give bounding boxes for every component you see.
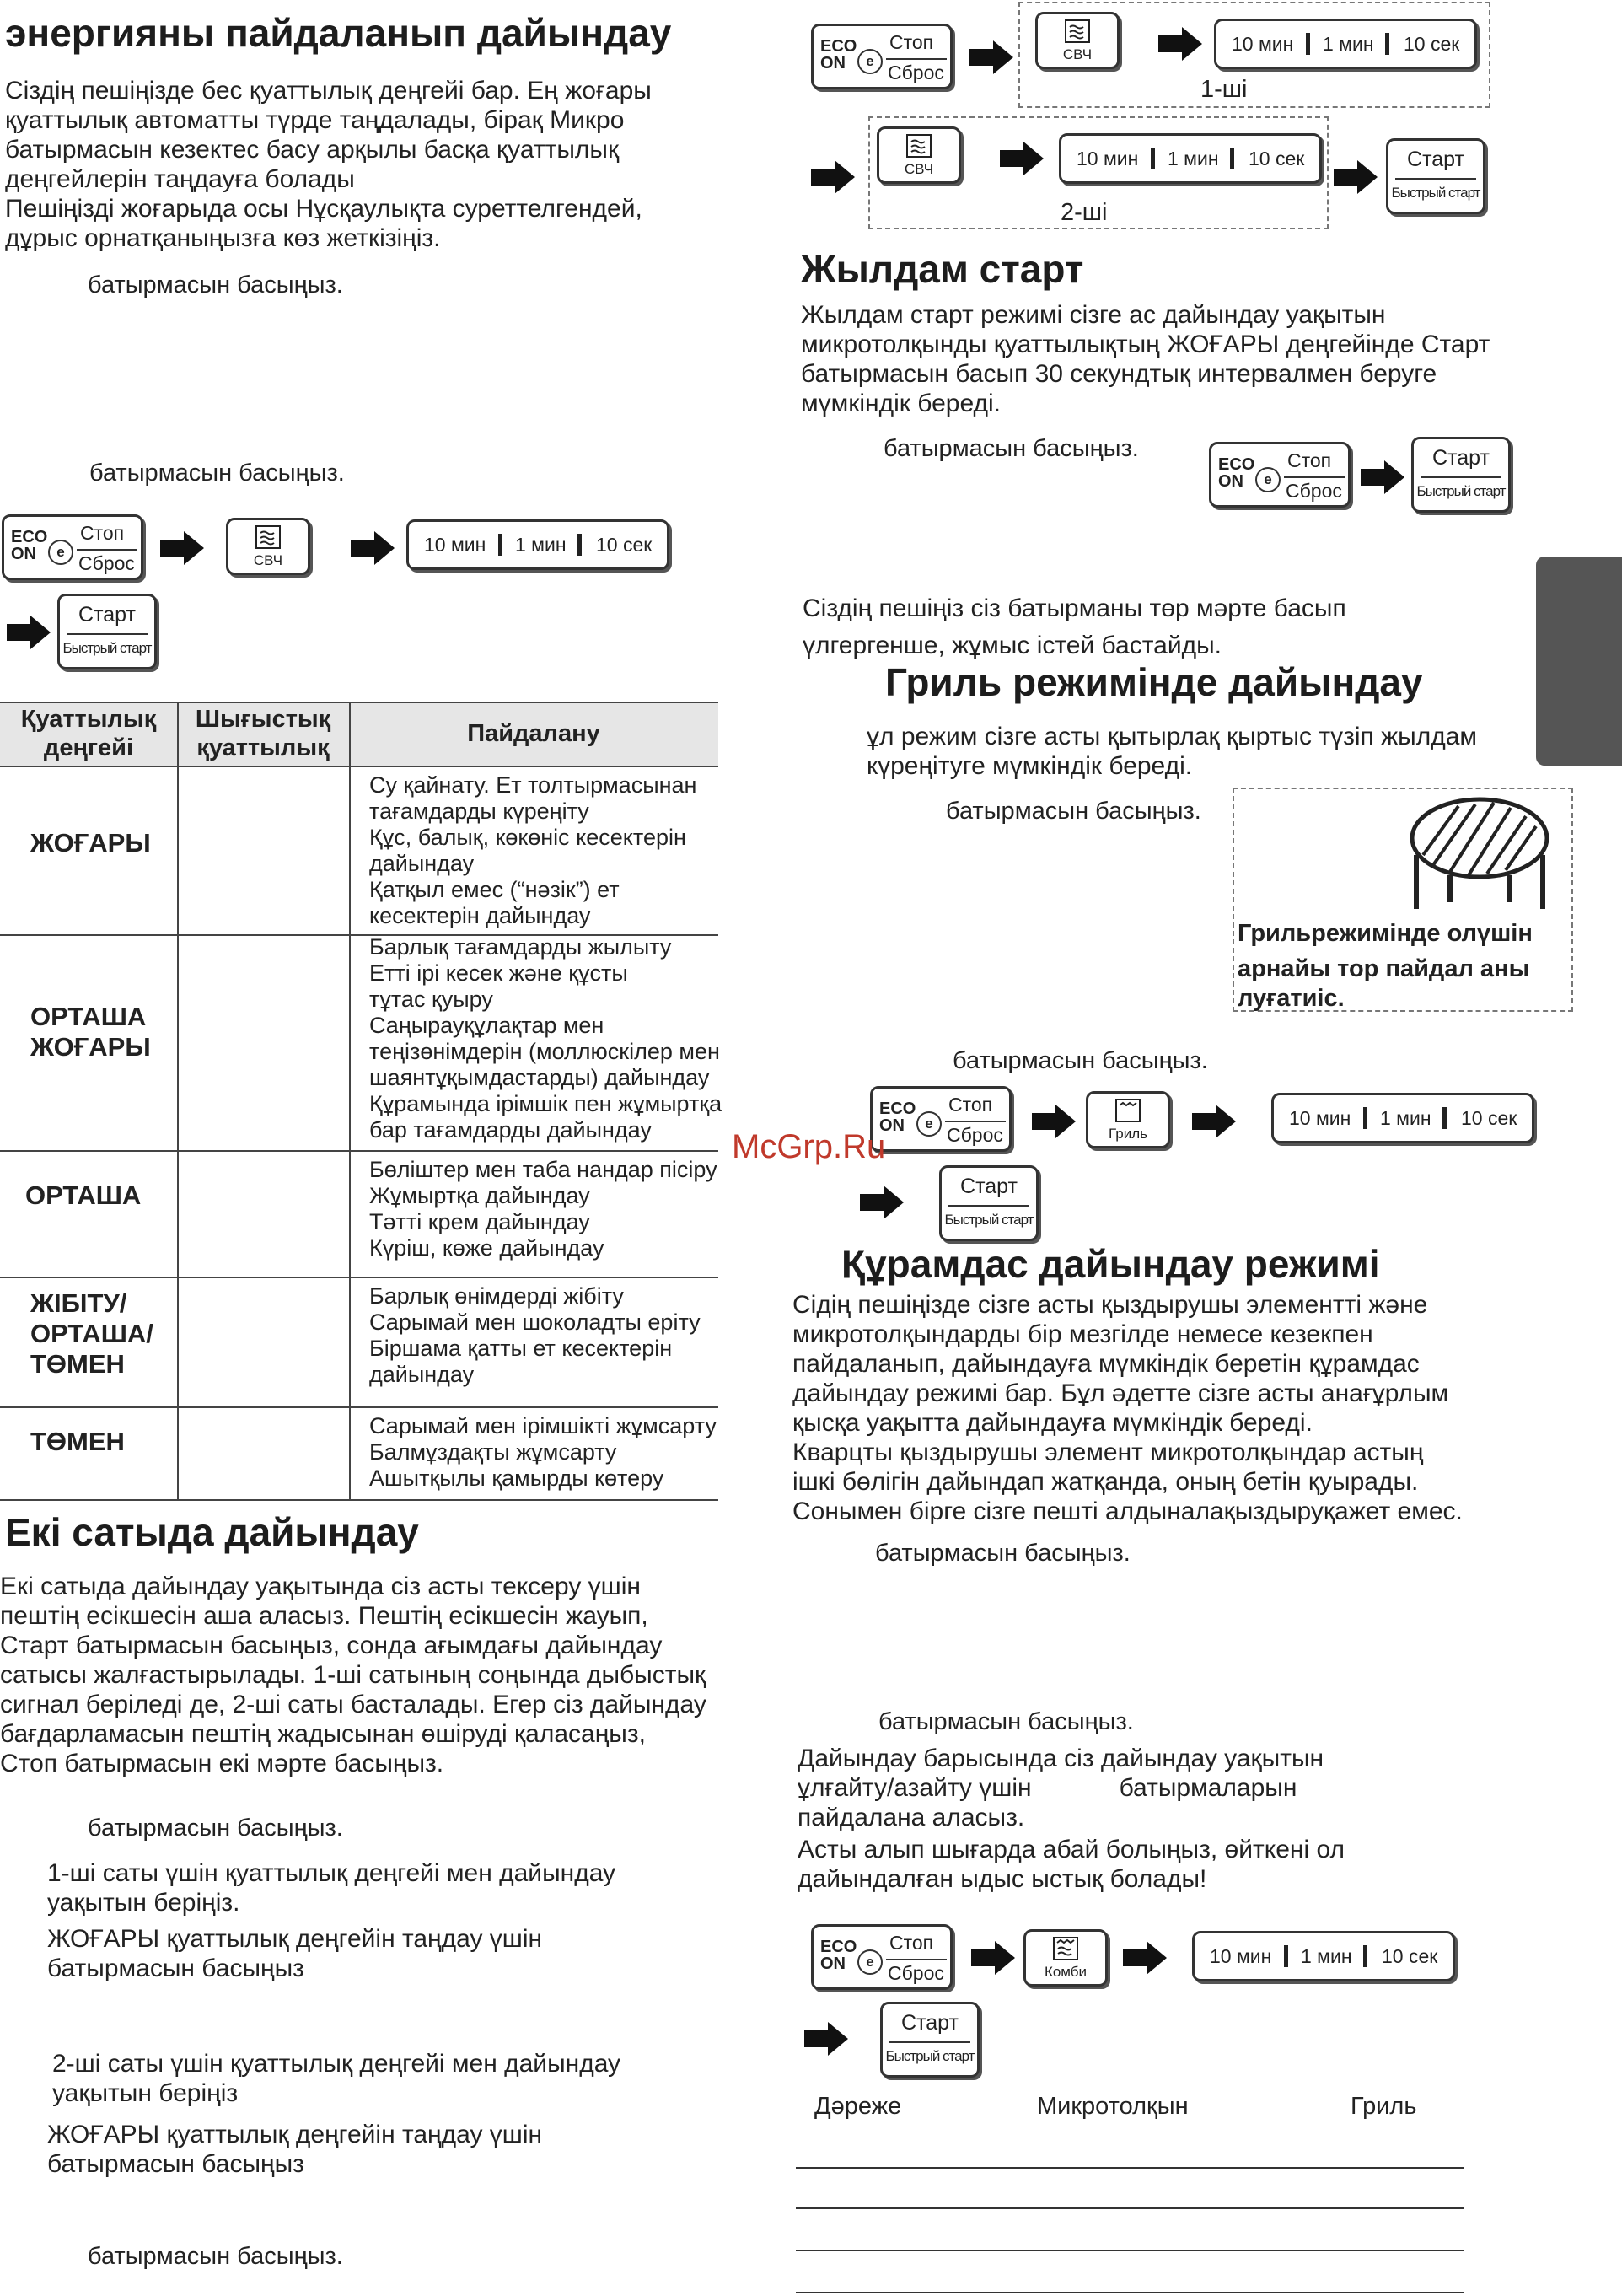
table-row-use: Су қайнату. Ет толтырмасынан тағамдарды күреңіту Құс, балық, көкөніс кесектерін дайындау Қатқыл емес (“нәзік”) ет кесектерін дайындау xyxy=(369,772,697,928)
ten-min-key[interactable]: 10 мин xyxy=(424,534,486,556)
press-instruction: батырмасын басыңыз. xyxy=(884,435,1139,462)
quick-start-text: Жылдам старт режимі сізге ас дайындау уақытын микротолқынды қуаттылықтың ЖОҒАРЫ деңгейінде Старт батырмасын басып 30 секундтық интервалмен беруге мүмкіндік береді. xyxy=(801,301,1490,417)
time-keys[interactable] xyxy=(1214,19,1477,69)
eco-on-label: ECO ON xyxy=(1218,455,1255,491)
eco-leaf-icon: e xyxy=(48,540,73,565)
press-instruction: батырмасын басыңыз. xyxy=(88,272,343,298)
grill-text: ұл режим сізге асты қытырлақ қыртыс түзіп жылдам күреңітуге мүмкіндік береді. xyxy=(867,723,1478,780)
start-key[interactable] xyxy=(880,2002,980,2078)
table-row-use: Сарымай мен ірімшікті жұмсарту Балмұздақты жұмсарту Ашытқылы қамырды көтеру xyxy=(369,1413,717,1491)
stop-reset-key[interactable] xyxy=(1209,442,1351,508)
microwave-waves-icon xyxy=(255,525,281,549)
ten-min-key[interactable]: 10 мин xyxy=(1232,33,1294,55)
eco-leaf-icon: e xyxy=(857,49,883,74)
eco-on-label: ECO ON xyxy=(11,528,48,563)
one-min-key[interactable]: 1 мин xyxy=(1301,1945,1352,1967)
microwave-label: СВЧ xyxy=(1062,46,1093,62)
reset-label: Сброс xyxy=(947,1124,1003,1146)
right-arrow-icon xyxy=(1334,160,1378,194)
microwave-waves-icon xyxy=(906,134,932,158)
high-power-instruction: ЖОҒАРЫ қуаттылық деңгейін таңдау үшін батырмасын басыңыз xyxy=(47,1925,543,1982)
divider xyxy=(796,2167,1464,2169)
eco-leaf-icon: e xyxy=(916,1111,942,1137)
stop-reset-key[interactable] xyxy=(2,514,143,580)
right-arrow-icon xyxy=(160,531,204,565)
stop-label: Стоп xyxy=(889,31,934,53)
chapter-tab xyxy=(1536,557,1622,766)
combi-icon xyxy=(1053,1937,1078,1960)
microwave-key[interactable] xyxy=(1035,12,1120,69)
press-instruction: батырмасын басыңыз. xyxy=(875,1540,1131,1567)
one-min-key[interactable]: 1 мин xyxy=(515,534,567,556)
reset-label: Сброс xyxy=(888,1962,944,1984)
start-label: Старт xyxy=(1407,148,1464,171)
table-row-level: ЖІБІТУ/ ОРТАША/ ТӨМЕН xyxy=(30,1288,153,1379)
ten-sec-key[interactable]: 10 сек xyxy=(1382,1945,1438,1967)
table-row-level: ОРТАША xyxy=(25,1180,142,1210)
stop-label: Стоп xyxy=(80,522,125,544)
stop-reset-key[interactable] xyxy=(811,24,953,89)
table-row-level: ОРТАША ЖОҒАРЫ xyxy=(30,1002,151,1062)
stop-label: Стоп xyxy=(948,1094,993,1116)
table-row-level: ТӨМЕН xyxy=(30,1427,125,1456)
table-row-use: Барлық өнімдерді жібіту Сарымай мен шоколадты еріту Біршама қатты ет кесектерін дайындау xyxy=(369,1283,701,1387)
divider xyxy=(796,2292,1464,2293)
right-arrow-icon xyxy=(7,616,51,649)
grill-heater-icon xyxy=(1115,1099,1141,1122)
table-row-use: Бөліштер мен таба нандар пісіру Жұмыртқа дайындау Тәтті крем дайындау Күріш, көже дайындау xyxy=(369,1157,717,1261)
microwave-label: СВЧ xyxy=(904,161,934,177)
ten-sec-key[interactable]: 10 сек xyxy=(1461,1107,1517,1129)
intro-line: Сіздің пешіңізде бес қуаттылық деңгейі бар. Ең жоғары xyxy=(5,77,652,105)
section-title-grill: Гриль режимінде дайындау xyxy=(885,660,1423,704)
start-label: Старт xyxy=(1432,446,1490,470)
high-power-instruction: ЖОҒАРЫ қуаттылық деңгейін таңдау үшін батырмасын басыңыз xyxy=(47,2121,543,2178)
reset-label: Сброс xyxy=(888,62,944,83)
watermark: McGrp.Ru xyxy=(732,1128,886,1165)
two-stage-text: Екі сатыда дайындау уақытында сіз асты тексеру үшін пештің есікшесін аша аласыз. Пештің есікшесін жауып, Старт батырмасын басыңыз, сонда ағымдағы дайындау сатысы жалғастырылады. 1-ші сатының соңында дыбыстық сигнал беріледі де, 2-ші саты басталады. Егер сіз дайындау бағдарламасын пештің жадысынан өшіруді қаласаңыз, Стоп батырмасын екі мәрте басыңыз. xyxy=(0,1573,706,1777)
grill-label: Гриль xyxy=(1109,1126,1147,1142)
time-keys[interactable] xyxy=(406,519,669,570)
ten-min-key[interactable]: 10 мин xyxy=(1289,1107,1351,1129)
press-instruction: батырмасын басыңыз. xyxy=(878,1708,1134,1735)
intro-line: Пешіңізді жоғарыда осы Нұсқаулықта суреттелгендей, xyxy=(5,195,642,223)
stage2-instruction: 2-ші саты үшін қуаттылық деңгейі мен дайындау уақытын беріңіз xyxy=(52,2050,621,2107)
eco-on-label: ECO ON xyxy=(879,1100,916,1135)
combo-col-grill: Гриль xyxy=(1351,2093,1417,2120)
intro-text xyxy=(5,76,652,253)
start-label: Старт xyxy=(78,603,136,626)
start-label: Старт xyxy=(901,2011,959,2035)
stop-label: Стоп xyxy=(889,1932,934,1954)
table-header: Шығыстық қуаттылық xyxy=(195,706,331,761)
intro-line: батырмасын кезектес басу арқылы басқа қуаттылық xyxy=(5,136,620,164)
divider xyxy=(796,2207,1464,2209)
intro-line: деңгейлерін таңдауға болады xyxy=(5,165,355,193)
combo-warning: Асты алып шығарда абай болыңыз, өйткені ол дайындалған ыдыс ыстық болады! xyxy=(798,1836,1345,1893)
ten-sec-key[interactable]: 10 сек xyxy=(596,534,653,556)
right-arrow-icon xyxy=(351,531,395,565)
section-title-quick-start: Жылдам старт xyxy=(801,247,1084,291)
microwave-waves-icon xyxy=(1065,19,1090,43)
ten-sec-key[interactable]: 10 сек xyxy=(1404,33,1460,55)
quick-start-label: Быстрый старт xyxy=(1391,185,1480,201)
press-instruction: батырмасын басыңыз. xyxy=(88,1815,343,1842)
table-header: Қуаттылық деңгейі xyxy=(20,706,157,761)
stop-label: Стоп xyxy=(1287,449,1332,471)
grill-rack-note: Грильрежимінде олүшін арнайы тор пайдал аны луғатиіс. xyxy=(1238,920,1533,1012)
ten-min-key[interactable]: 10 мин xyxy=(1077,148,1139,169)
ten-min-key[interactable]: 10 мин xyxy=(1210,1945,1272,1967)
section-title-energy: энергияны пайдаланып дайындау xyxy=(5,11,672,55)
quick-start-label: Быстрый старт xyxy=(62,640,152,656)
intro-line: қуаттылық автоматты түрде таңдалады, бірақ Микро xyxy=(5,106,625,134)
one-min-key[interactable]: 1 мин xyxy=(1323,33,1374,55)
stage1-instruction: 1-ші саты үшін қуаттылық деңгейі мен дайындау уақытын беріңіз. xyxy=(47,1859,616,1917)
microwave-key[interactable] xyxy=(877,126,961,184)
combo-col-microwave: Микротолқын xyxy=(1037,2093,1189,2120)
right-arrow-icon xyxy=(860,1186,904,1219)
one-min-key[interactable]: 1 мин xyxy=(1168,148,1219,169)
quick-start-note: Сіздің пешіңіз сіз батырманы төр мәрте басып үлгергенше, жұмыс істей бастайды. xyxy=(803,594,1346,659)
reset-label: Сброс xyxy=(1286,480,1342,502)
reset-label: Сброс xyxy=(78,552,135,574)
start-key[interactable] xyxy=(1411,437,1511,513)
intro-line: дұрыс орнатқаныңызға көз жеткізіңіз. xyxy=(5,224,441,252)
combo-col-level: Дәреже xyxy=(814,2093,902,2120)
right-arrow-icon xyxy=(811,160,855,194)
right-arrow-icon xyxy=(969,40,1013,74)
eco-on-label: ECO ON xyxy=(820,1938,857,1973)
microwave-key[interactable] xyxy=(226,518,310,575)
eco-on-label: ECO ON xyxy=(820,37,857,73)
divider xyxy=(796,2250,1464,2251)
start-key[interactable] xyxy=(1386,138,1485,214)
press-instruction: батырмасын басыңыз. xyxy=(89,460,345,487)
section-title-two-stage: Екі сатыда дайындау xyxy=(5,1510,419,1554)
time-keys[interactable] xyxy=(1271,1093,1534,1143)
press-instruction: батырмасын басыңыз. xyxy=(88,2243,343,2270)
right-arrow-icon xyxy=(1158,27,1202,61)
start-key[interactable] xyxy=(57,594,157,669)
press-instruction: батырмасын басыңыз. xyxy=(953,1047,1208,1074)
eco-leaf-icon: e xyxy=(857,1949,883,1975)
stop-reset-key[interactable] xyxy=(811,1924,953,1990)
grill-rack-icon xyxy=(1399,794,1560,914)
quick-start-label: Быстрый старт xyxy=(1416,483,1506,499)
combo-text: Сідің пешіңізде сізге асты қыздырушы элементті және микротолқындарды бір мезгілде немесе кезекпен пайдаланып, дайындауға мүмкіндік беретін құрамдас дайындау режимі бар. Бұл әдетте сізге асты анағұрлым қысқа уақытта дайындауға мүмкіндік береді. Кварцты қыздырушы элемент микротолқындар астың ішкі бөлігін дайындап жатқанда, оның бетін қуырады. Сонымен бірге сізге пешті алдыналақыздыруқажет емес. xyxy=(792,1291,1463,1525)
start-key[interactable] xyxy=(939,1165,1039,1241)
combi-label: Комби xyxy=(1044,1964,1088,1980)
right-arrow-icon xyxy=(1000,142,1044,175)
time-keys[interactable] xyxy=(1192,1931,1455,1981)
press-instruction: батырмасын басыңыз. xyxy=(946,798,1201,825)
right-arrow-icon xyxy=(1361,460,1404,494)
one-min-key[interactable]: 1 мин xyxy=(1380,1107,1431,1129)
right-arrow-icon xyxy=(1192,1105,1236,1138)
start-label: Старт xyxy=(960,1175,1018,1198)
time-keys[interactable] xyxy=(1059,133,1322,184)
table-row-level: ЖОҒАРЫ xyxy=(30,828,151,858)
right-arrow-icon xyxy=(971,1941,1015,1975)
stage2-label: 2-ші xyxy=(1061,199,1108,226)
right-arrow-icon xyxy=(1032,1105,1076,1138)
grill-key[interactable] xyxy=(1086,1091,1170,1148)
eco-leaf-icon: e xyxy=(1255,467,1281,492)
section-title-combo: Құрамдас дайындау режимі xyxy=(841,1242,1380,1286)
table-header: Пайдалану xyxy=(467,720,600,747)
microwave-label: СВЧ xyxy=(253,552,283,568)
quick-start-label: Быстрый старт xyxy=(885,2048,975,2064)
right-arrow-icon xyxy=(804,2022,848,2056)
stage1-label: 1-ші xyxy=(1200,76,1248,103)
right-arrow-icon xyxy=(1123,1941,1167,1975)
stop-reset-key[interactable] xyxy=(870,1086,1012,1152)
quick-start-label: Быстрый старт xyxy=(944,1212,1034,1228)
ten-sec-key[interactable]: 10 сек xyxy=(1249,148,1305,169)
combi-key[interactable] xyxy=(1023,1929,1108,1987)
combo-adjust-text: Дайындау барысында сіз дайындау уақытын ұлғайту/азайту үшін батырмаларын пайдалана аласыз. xyxy=(798,1745,1324,1831)
table-row-use: Барлық тағамдарды жылыту Етті ірі кесек және құсты тұтас қуыру Саңырауқұлақтар мен теңізөнімдерін (моллюскілер мен шаянтұқымдастарды) дайындау Құрамында ірімшік пен жұмыртқа бар тағамдарды дайындау xyxy=(369,934,722,1143)
